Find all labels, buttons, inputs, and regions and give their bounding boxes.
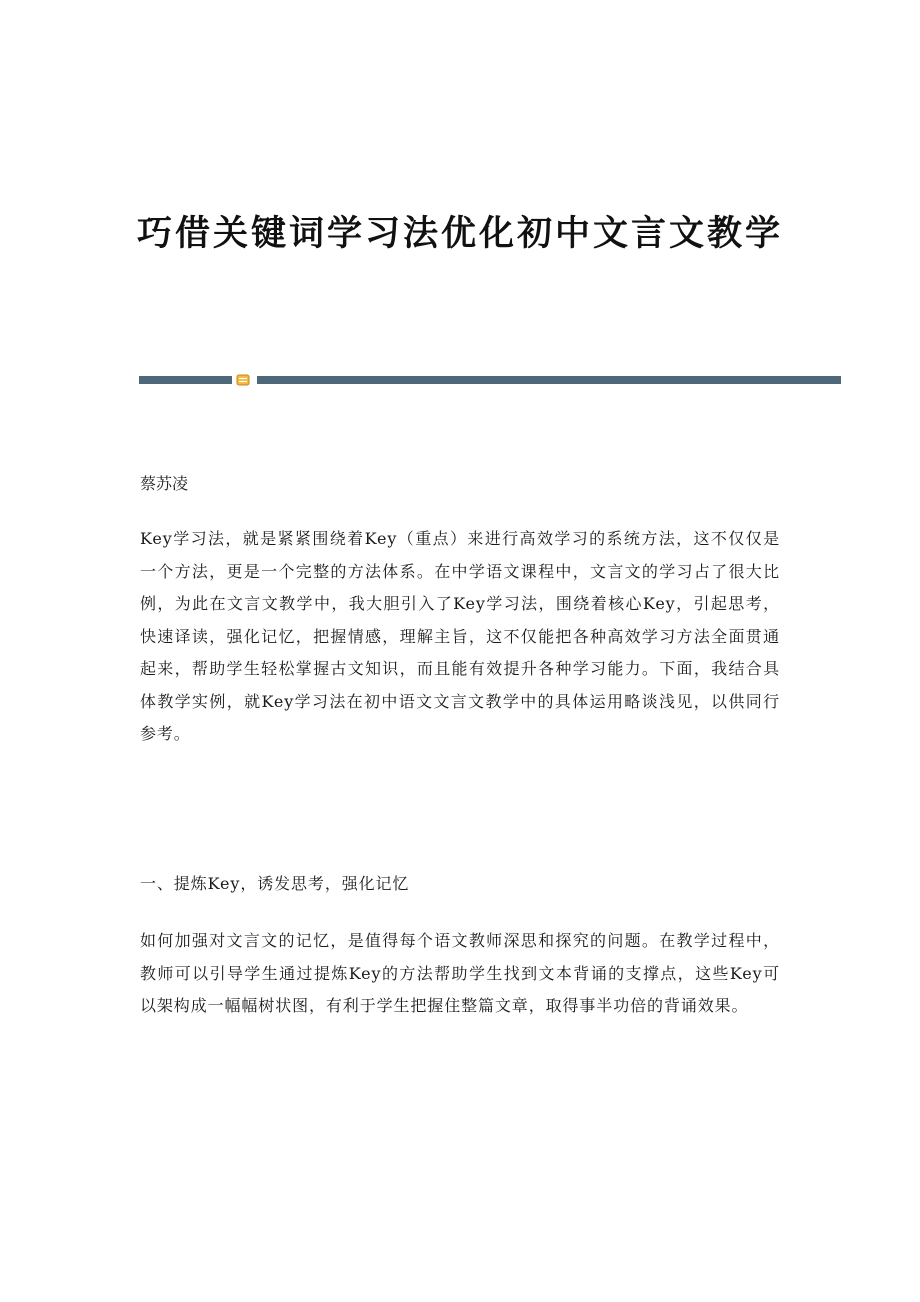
document-title: 巧借关键词学习法优化初中文言文教学	[136, 213, 783, 254]
divider-bar-right	[257, 376, 841, 384]
title-divider	[139, 373, 841, 387]
ornament-icon	[236, 374, 250, 386]
section-paragraph: 如何加强对文言文的记忆，是值得每个语文教师深思和探究的问题。在教学过程中，教师可以引导学生通过提炼Key的方法帮助学生找到文本背诵的支撑点，这些Key可以架构成一幅幅树状图，有利于学生把握住整篇文章，取得事半功倍的背诵效果。	[140, 931, 780, 1015]
section-heading: 一、提炼Key，诱发思考，强化记忆	[140, 874, 410, 893]
intro-paragraph: Key学习法，就是紧紧围绕着Key（重点）来进行高效学习的系统方法，这不仅仅是一个方法，更是一个完整的方法体系。在中学语文课程中，文言文的学习占了很大比例，为此在文言文教学中，我大胆引入了Key学习法，围绕着核心Key，引起思考，快速译读，强化记忆，把握情感，理解主旨，这不仅能把各种高效学习方法全面贯通起来，帮助学生轻松掌握古文知识，而且能有效提升各种学习能力。下面，我结合具体教学实例，就Key学习法在初中语文文言文教学中的具体运用略谈浅见，以供同行参考。	[140, 529, 780, 743]
author-name: 蔡苏凌	[140, 474, 189, 493]
divider-bar-left	[139, 376, 232, 384]
